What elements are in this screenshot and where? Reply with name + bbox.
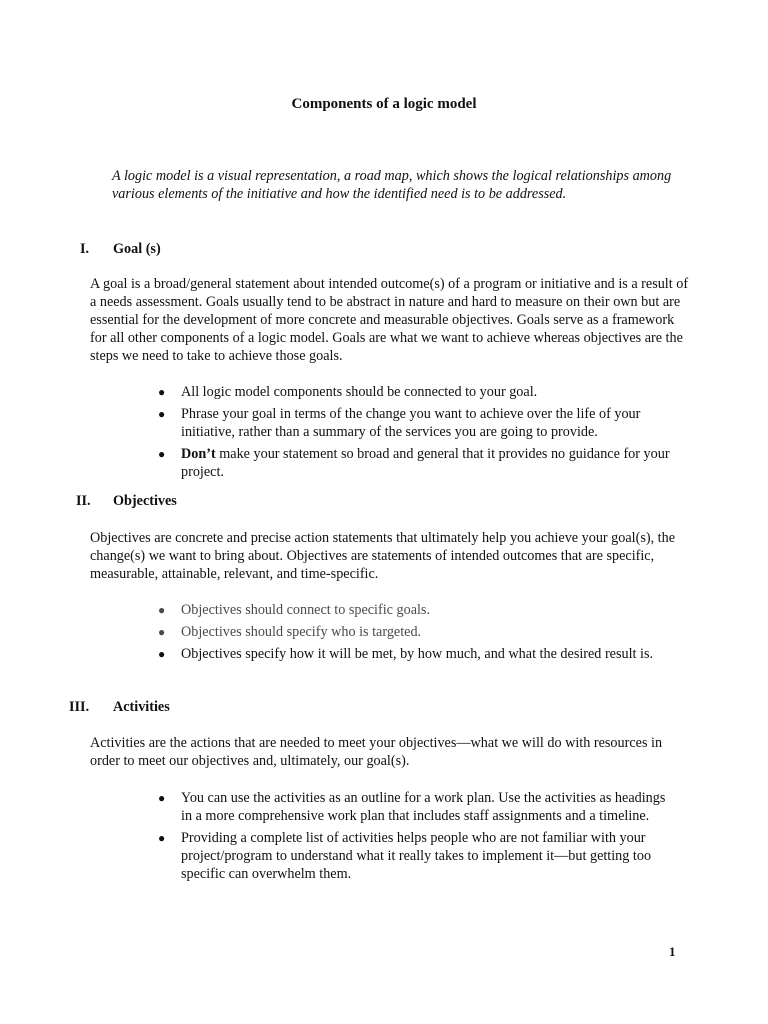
- section-numeral: II.: [76, 493, 91, 509]
- list-item: [158, 645, 673, 663]
- section-numeral: III.: [69, 699, 90, 715]
- section-numeral: I.: [80, 241, 90, 257]
- bullet-dot-icon: ●: [158, 385, 166, 399]
- activities-bullet-list: [158, 789, 673, 887]
- bullet-dot-icon: ●: [158, 625, 166, 639]
- objectives-paragraph: Objectives are concrete and precise action statements that ultimately help you achieve your goal(s), the change(s) we want to bring about. Objectives are statements of intended outcomes that are specific, measurable, attainable, relevant, and time-specific.: [90, 530, 676, 582]
- bullet-text: You can use the activities as an outline for a work plan. Use the activities as headings in a more comprehensive work plan that includes staff assignments and a timeline.: [181, 790, 666, 824]
- list-item: [158, 405, 673, 441]
- section-title: Activities: [113, 699, 170, 715]
- bullet-dot-icon: ●: [158, 447, 166, 461]
- bullet-dot-icon: ●: [158, 407, 166, 421]
- bullet-text: Objectives should specify who is targeted.: [181, 624, 422, 640]
- list-item: [158, 623, 673, 641]
- section-heading-activities: [69, 698, 170, 716]
- activities-paragraph: Activities are the actions that are needed to meet your objectives—what we will do with resources in order to meet our objectives and, ultimately, our goal(s).: [90, 735, 663, 769]
- list-item: [158, 829, 673, 883]
- bullet-dot-icon: ●: [158, 603, 166, 617]
- section-heading-objectives: [76, 492, 177, 510]
- bullet-text: Objectives should connect to specific goals.: [181, 602, 431, 618]
- page-number: 1: [669, 944, 676, 959]
- bullet-text: Phrase your goal in terms of the change you want to achieve over the life of your initiative, rather than a summary of the services you are going to provide.: [181, 406, 641, 440]
- bullet-bold-prefix: Don’t: [181, 446, 216, 462]
- section-title: Objectives: [113, 493, 177, 509]
- list-item: [158, 789, 673, 825]
- goals-bullet-list: [158, 383, 673, 485]
- document-title: Components of a logic model: [291, 96, 477, 112]
- list-item: [158, 383, 673, 401]
- bullet-text: Objectives specify how it will be met, by how much, and what the desired result is.: [181, 646, 654, 662]
- objectives-bullet-list: [158, 601, 673, 667]
- list-item: [158, 601, 673, 619]
- list-item: [158, 445, 673, 481]
- section-heading-goals: [80, 240, 161, 258]
- bullet-text: All logic model components should be connected to your goal.: [181, 384, 538, 400]
- bullet-dot-icon: ●: [158, 647, 166, 661]
- intro-paragraph: A logic model is a visual representation, a road map, which shows the logical relationships among various elements of the initiative and how the identified need is to be addressed.: [112, 168, 672, 202]
- goals-paragraph: A goal is a broad/general statement about intended outcome(s) of a program or initiative and is a result of a needs assessment. Goals usually tend to be abstract in nature and hard to measure on their own but are essential for the development of more concrete and measurable objectives. Goals serve as a framework for all other components of a logic model. Goals are what we want to achieve whereas objectives are the steps we need to take to achieve those goals.: [90, 276, 689, 364]
- bullet-text: make your statement so broad and general that it provides no guidance for your project.: [181, 446, 670, 480]
- bullet-text: Providing a complete list of activities helps people who are not familiar with your project/program to understand what it really takes to implement it—but getting too specific can overwhelm them.: [181, 830, 652, 882]
- bullet-dot-icon: ●: [158, 791, 166, 805]
- section-title: Goal (s): [113, 241, 161, 257]
- bullet-dot-icon: ●: [158, 831, 166, 845]
